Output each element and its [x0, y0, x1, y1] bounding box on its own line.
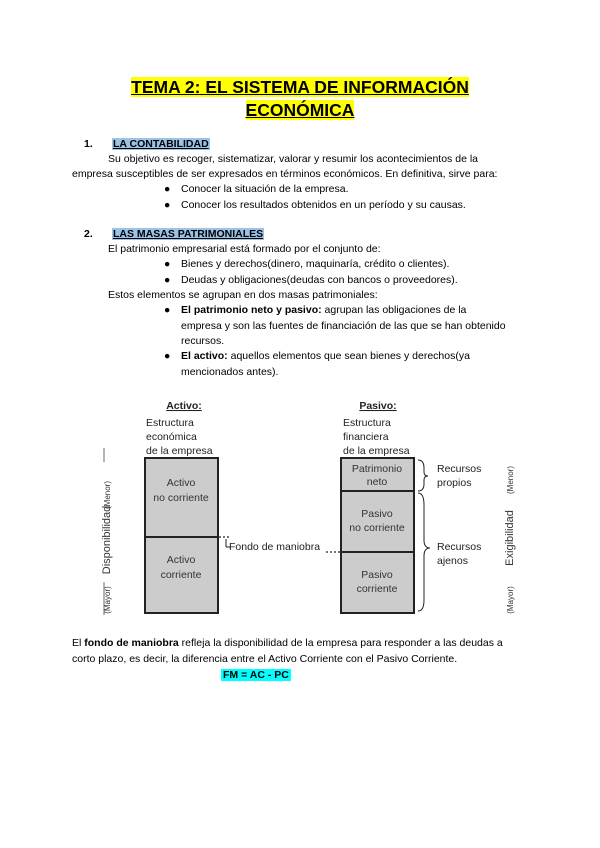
activo-title: Activo: [166, 400, 202, 412]
mass-2-term: El activo: [181, 350, 228, 362]
list-item: ● Conocer la situación de la empresa. [164, 182, 564, 198]
section-1-number: 1. [84, 138, 93, 150]
section-1-paragraph-line-2: empresa susceptibles de ser expresados en términos económicos. En definitiva, sirve para: [72, 168, 498, 180]
balance-diagram [0, 390, 600, 620]
mass-2-text-2: mencionados antes). [181, 365, 279, 378]
section-1-paragraph-line-1: Su objetivo es recoger, sistematizar, valorar y resumir los acontecimientos de la [108, 153, 478, 165]
page-title [0, 76, 600, 99]
exigibilidad-label: Exigibilidad [504, 510, 516, 566]
list-item: ● Deudas y obligaciones(deudas con bancos o proveedores). [164, 273, 564, 289]
activo-nc-label-2: no corriente [153, 492, 209, 504]
page-title-continued [0, 99, 600, 122]
menor-left: (Menor) [103, 480, 112, 510]
pasivo-subtitle-1: Estructura [343, 417, 391, 429]
bullet-icon: ● [164, 304, 171, 316]
section-1-heading [84, 138, 384, 152]
bullet-icon: ● [164, 258, 171, 270]
pnc-label-1: Pasivo [361, 508, 393, 520]
mass-1-term: El patrimonio neto y pasivo: [181, 304, 322, 316]
list-item: ● Conocer los resultados obtenidos en un período y su causas. [164, 198, 564, 214]
activo-subtitle-2: económica [146, 431, 197, 443]
list-item-patrimonio [164, 303, 564, 351]
activo-subtitle-1: Estructura [146, 417, 194, 429]
pasivo-title: Pasivo: [359, 400, 397, 412]
recursos-ajenos-1: Recursos [437, 541, 482, 553]
bullet-icon: ● [164, 350, 171, 362]
list-item: ● Bienes y derechos(dinero, maquinaría, crédito o clientes). [164, 257, 564, 273]
disponibilidad-label: Disponibilidad [101, 505, 113, 575]
title-line-1: TEMA 2: EL SISTEMA DE INFORMACIÓN [131, 77, 469, 97]
closing-line-1: El fondo de maniobra refleja la disponibilidad de la empresa para responder a las deudas a [72, 637, 503, 649]
recursos-propios-brace [418, 460, 428, 491]
menor-right: (Menor) [506, 465, 515, 495]
mass-1-text-3: recursos. [181, 335, 225, 347]
section-1-title: LA CONTABILIDAD [113, 138, 209, 150]
bullet-icon: ● [164, 199, 171, 211]
activo-subtitle-3: de la empresa [146, 445, 213, 457]
bullet-icon: ● [164, 183, 171, 195]
bullet-icon: ● [164, 274, 171, 286]
mayor-left: (Mayor) [103, 586, 112, 614]
list-item-activo [164, 349, 564, 381]
recursos-ajenos-brace [418, 493, 430, 611]
formula-text: FM = AC - PC [223, 669, 289, 681]
pc-label-1: Pasivo [361, 569, 393, 581]
pn-label-2: neto [366, 476, 388, 488]
activo-c-label-2: corriente [160, 569, 202, 581]
mass-1-text-1: agrupan las obligaciones de la [321, 304, 467, 316]
mass-2-text-1: aquellos elementos que sean bienes y derechos(ya [227, 350, 470, 362]
recursos-propios-2: propios [437, 477, 472, 489]
mayor-right: (Mayor) [506, 586, 515, 614]
section-2-number: 2. [84, 228, 93, 240]
fondo-label: Fondo de maniobra [229, 541, 321, 553]
recursos-ajenos-2: ajenos [437, 555, 468, 567]
closing-line-2: corto plazo, es decir, la diferencia entre el Activo Corriente con el Pasivo Corriente. [72, 653, 458, 665]
section-2-intro: El patrimonio empresarial está formado por el conjunto de: [108, 243, 381, 255]
section-2-title: LAS MASAS PATRIMONIALES [113, 228, 264, 240]
recursos-propios-1: Recursos [437, 463, 482, 475]
formula [221, 668, 291, 684]
activo-nc-label-1: Activo [166, 477, 196, 489]
activo-c-label-1: Activo [166, 554, 196, 566]
fondo-term: fondo de maniobra [84, 637, 179, 649]
pc-label-2: corriente [356, 583, 398, 595]
section-2-heading [84, 228, 384, 242]
pasivo-subtitle-2: financiera [343, 431, 389, 443]
masses-intro: Estos elementos se agrupan en dos masas patrimoniales: [108, 289, 378, 301]
pasivo-subtitle-3: de la empresa [343, 445, 410, 457]
pnc-label-2: no corriente [349, 522, 405, 534]
title-line-2: ECONÓMICA [245, 100, 355, 120]
pn-label-1: Patrimonio [351, 463, 403, 475]
mass-1-text-2: empresa y son las fuentes de financiación de las que se han obtenido [181, 319, 506, 332]
